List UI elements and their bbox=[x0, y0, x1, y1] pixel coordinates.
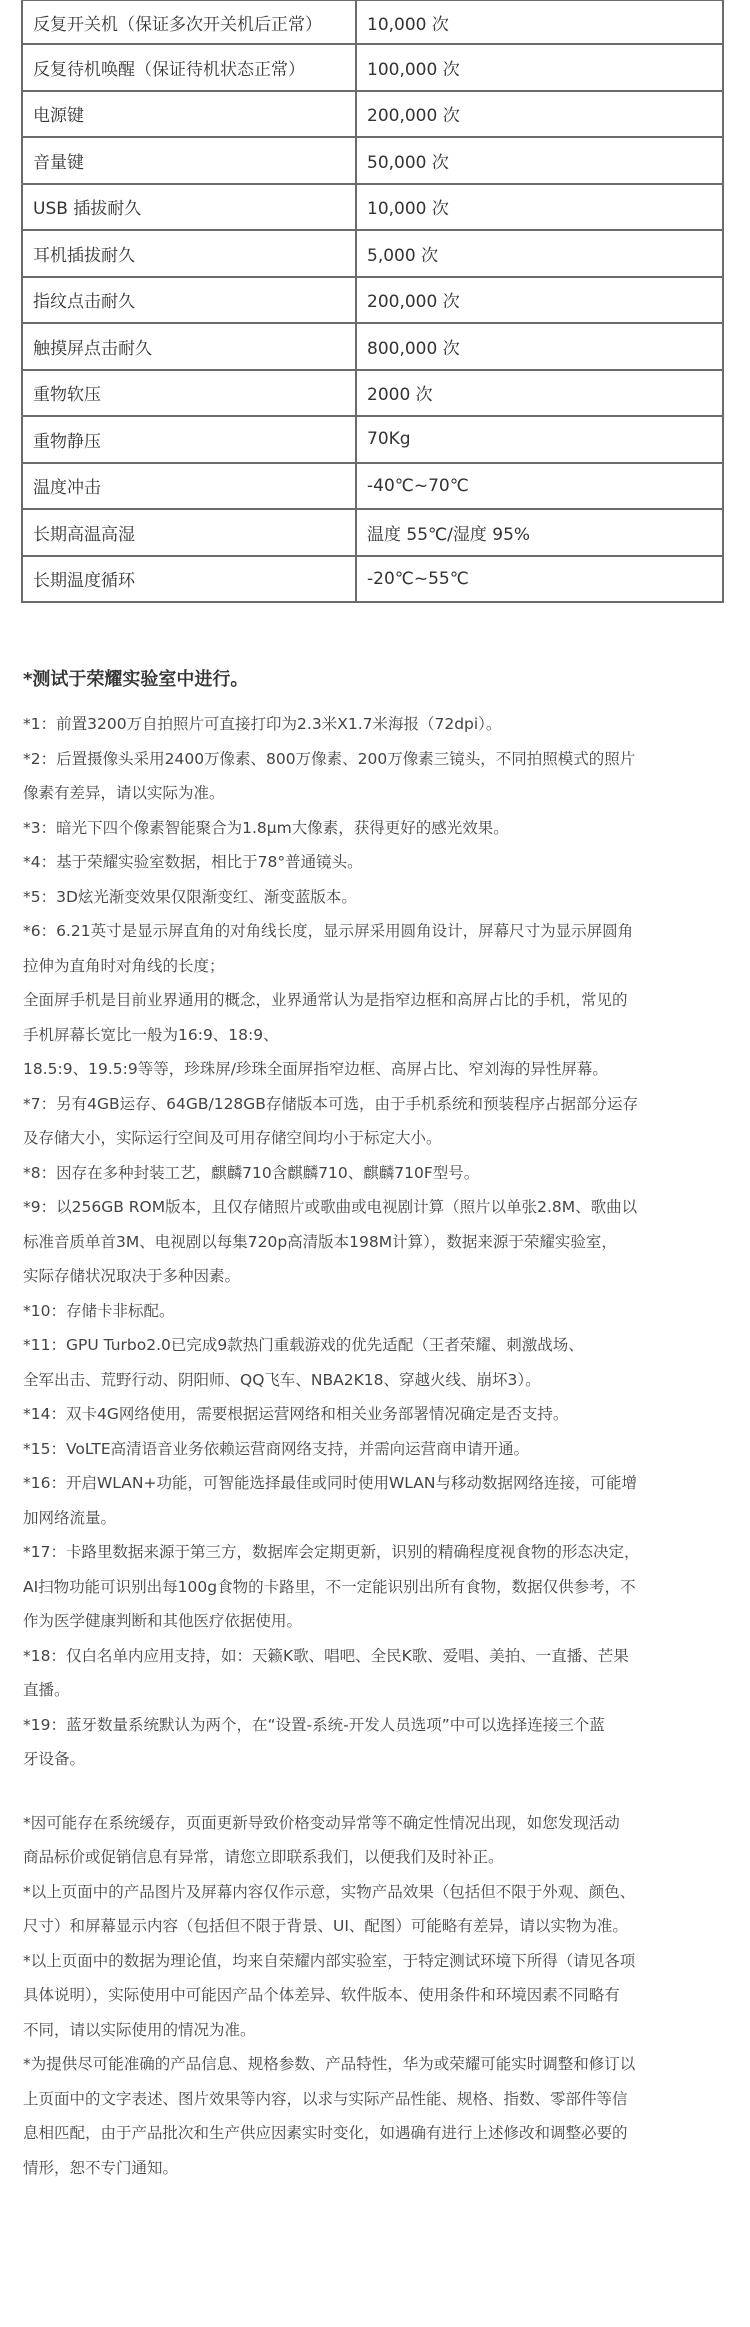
footnote-line: *3：暗光下四个像素智能聚合为1.8μm大像素，获得更好的感光效果。 bbox=[23, 818, 509, 837]
spec-item-value: 10,000 次 bbox=[356, 1, 723, 45]
spec-item-value: 10,000 次 bbox=[356, 184, 723, 231]
footnote-line: 全军出击、荒野行动、阴阳师、QQ飞车、NBA2K18、穿越火线、崩坏3）。 bbox=[23, 1370, 541, 1389]
spec-row bbox=[22, 277, 723, 324]
disclaimer-line: *以上页面中的数据为理论值，均来自荣耀内部实验室，于特定测试环境下所得（请见各项 bbox=[23, 1951, 636, 1970]
section-spacer bbox=[23, 1777, 729, 1806]
spec-item-value: 50,000 次 bbox=[356, 137, 723, 184]
footnotes-section bbox=[23, 666, 729, 2185]
disclaimer-line: *因可能存在系统缓存，页面更新导致价格变动异常等不确定性情况出现，如您发现活动 bbox=[23, 1813, 620, 1832]
spec-item-value: -40℃~70℃ bbox=[356, 463, 723, 510]
spec-item-name: 反复开关机（保证多次开关机后正常） bbox=[22, 1, 356, 45]
spec-row bbox=[22, 184, 723, 231]
spec-row bbox=[22, 44, 723, 91]
disclaimer-line: 商品标价或促销信息有异常，请您立即联系我们，以便我们及时补正。 bbox=[23, 1848, 504, 1866]
spec-row bbox=[22, 137, 723, 184]
disclaimer-line: 上页面中的文字表述、图片效果等内容，以求与实际产品性能、规格、指数、零部件等信 bbox=[23, 2089, 628, 2108]
footnote-line: 像素有差异，请以实际为准。 bbox=[23, 784, 225, 802]
disclaimer-list bbox=[23, 1806, 729, 2186]
spec-item-name: USB 插拔耐久 bbox=[22, 184, 356, 231]
spec-item-value: 100,000 次 bbox=[356, 44, 723, 91]
disclaimer-line: 不同，请以实际使用的情况为准。 bbox=[23, 2020, 256, 2039]
footnote-line: 及存储大小，实际运行空间及可用存储空间均小于标定大小。 bbox=[23, 1129, 442, 1147]
spec-table-body bbox=[22, 1, 723, 603]
spec-row bbox=[22, 509, 723, 556]
footnote-list bbox=[23, 707, 729, 1777]
spec-item-name: 温度冲击 bbox=[22, 463, 356, 510]
durability-spec-table bbox=[21, 0, 724, 603]
footnote-line: *4：基于荣耀实验室数据，相比于78°普通镜头。 bbox=[23, 853, 363, 871]
footnote-line: *15：VoLTE高清语音业务依赖运营商网络支持，并需向运营商申请开通。 bbox=[23, 1439, 530, 1458]
footnote-line: 全面屏手机是目前业界通用的概念，业界通常认为是指窄边框和高屏占比的手机，常见的 bbox=[23, 991, 628, 1009]
spec-row bbox=[22, 416, 723, 463]
footnote-line: *14：双卡4G网络使用，需要根据运营网络和相关业务部署情况确定是否支持。 bbox=[23, 1405, 569, 1423]
footnote-line: *9：以256GB ROM版本，且仅存储照片或歌曲或电视剧计算（照片以单张2.8M、歌曲以 bbox=[23, 1198, 638, 1216]
footnote-line: *11：GPU Turbo2.0已完成9款热门重载游戏的优先适配（王者荣耀、刺激战场、 bbox=[23, 1336, 584, 1354]
footnote-line: 18.5:9、19.5:9等等，珍珠屏/珍珠全面屏指窄边框、高屏占比、窄刘海的异性屏幕。 bbox=[23, 1060, 608, 1078]
footnote-line: *19：蓝牙数量系统默认为两个，在“设置-系统-开发人员选项”中可以选择连接三个蓝 bbox=[23, 1715, 605, 1734]
footnote-line: *16：开启WLAN+功能，可智能选择最佳或同时使用WLAN与移动数据网络连接，可能增 bbox=[23, 1474, 637, 1492]
footnote-line: 拉伸为直角时对角线的长度； bbox=[23, 956, 225, 975]
spec-row bbox=[22, 230, 723, 277]
footnote-line: 加网络流量。 bbox=[23, 1508, 117, 1527]
footnote-line: *6：6.21英寸是显示屏直角的对角线长度，显示屏采用圆角设计，屏幕尺寸为显示屏圆角 bbox=[23, 922, 634, 940]
spec-item-name: 触摸屏点击耐久 bbox=[22, 323, 356, 370]
footnote-line: *7：另有4GB运存、64GB/128GB存储版本可选，由于手机系统和预装程序占据部分运存 bbox=[23, 1094, 638, 1113]
spec-item-value: 温度 55℃/湿度 95% bbox=[356, 509, 723, 556]
spec-row bbox=[22, 463, 723, 510]
spec-item-value: 200,000 次 bbox=[356, 91, 723, 138]
disclaimer-line: *以上页面中的产品图片及屏幕内容仅作示意，实物产品效果（包括但不限于外观、颜色、 bbox=[23, 1882, 636, 1901]
spec-item-value: 70Kg bbox=[356, 416, 723, 463]
footnote-line: *8：因存在多种封装工艺，麒麟710含麒麟710、麒麟710F型号。 bbox=[23, 1163, 480, 1182]
spec-item-name: 电源键 bbox=[22, 91, 356, 138]
footnote-line: 牙设备。 bbox=[23, 1750, 86, 1768]
disclaimer-line: 情形，恕不专门通知。 bbox=[23, 2158, 179, 2177]
footnote-line: 标准音质单首3M、电视剧以每集720p高清版本198M计算），数据来源于荣耀实验室， bbox=[23, 1232, 617, 1251]
spec-item-name: 长期温度循环 bbox=[22, 556, 356, 603]
spec-row bbox=[22, 556, 723, 603]
footnote-line: 手机屏幕长宽比一般为16:9、18:9、 bbox=[23, 1025, 279, 1044]
spec-item-name: 指纹点击耐久 bbox=[22, 277, 356, 324]
disclaimer-line: *为提供尽可能准确的产品信息、规格参数、产品特性，华为或荣耀可能实时调整和修订以 bbox=[23, 2055, 636, 2073]
spec-item-name: 重物软压 bbox=[22, 370, 356, 417]
disclaimer-line: 尺寸）和屏幕显示内容（包括但不限于背景、UI、配图）可能略有差异，请以实物为准。 bbox=[23, 1917, 628, 1935]
spec-item-value: 200,000 次 bbox=[356, 277, 723, 324]
footnote-line: *17：卡路里数据来源于第三方，数据库会定期更新，识别的精确程度视食物的形态决定， bbox=[23, 1543, 640, 1561]
spec-item-name: 耳机插拔耐久 bbox=[22, 230, 356, 277]
spec-item-name: 音量键 bbox=[22, 137, 356, 184]
footnotes-heading: *测试于荣耀实验室中进行。 bbox=[23, 669, 249, 690]
disclaimer-line: 息相匹配，由于产品批次和生产供应因素实时变化，如遇确有进行上述修改和调整必要的 bbox=[23, 2124, 628, 2142]
disclaimer-line: 具体说明），实际使用中可能因产品个体差异、软件版本、使用条件和环境因素不同略有 bbox=[23, 1986, 620, 2004]
spec-item-value: 5,000 次 bbox=[356, 230, 723, 277]
spec-row bbox=[22, 91, 723, 138]
footnote-line: *2：后置摄像头采用2400万像素、800万像素、200万像素三镜头，不同拍照模式的照片 bbox=[23, 749, 636, 768]
spec-item-value: 800,000 次 bbox=[356, 323, 723, 370]
spec-row bbox=[22, 1, 723, 45]
footnote-line: 实际存储状况取决于多种因素。 bbox=[23, 1267, 241, 1285]
spec-row bbox=[22, 370, 723, 417]
spec-item-name: 长期高温高湿 bbox=[22, 509, 356, 556]
footnote-line: 直播。 bbox=[23, 1681, 70, 1699]
footnote-line: *10：存储卡非标配。 bbox=[23, 1301, 175, 1320]
spec-item-value: -20℃~55℃ bbox=[356, 556, 723, 603]
footnote-line: *1：前置3200万自拍照片可直接打印为2.3米X1.7米海报（72dpi）。 bbox=[23, 715, 502, 733]
footnote-line: 作为医学健康判断和其他医疗依据使用。 bbox=[23, 1612, 303, 1630]
footnote-line: AI扫物功能可识别出每100g食物的卡路里，不一定能识别出所有食物，数据仅供参考，不 bbox=[23, 1577, 636, 1596]
footnote-line: *5：3D炫光渐变效果仅限渐变红、渐变蓝版本。 bbox=[23, 887, 357, 906]
spec-item-name: 重物静压 bbox=[22, 416, 356, 463]
spec-item-name: 反复待机唤醒（保证待机状态正常） bbox=[22, 44, 356, 91]
spec-item-value: 2000 次 bbox=[356, 370, 723, 417]
spec-row bbox=[22, 323, 723, 370]
footnote-line: *18：仅白名单内应用支持，如：天籁K歌、唱吧、全民K歌、爱唱、美拍、一直播、芒果 bbox=[23, 1646, 629, 1665]
